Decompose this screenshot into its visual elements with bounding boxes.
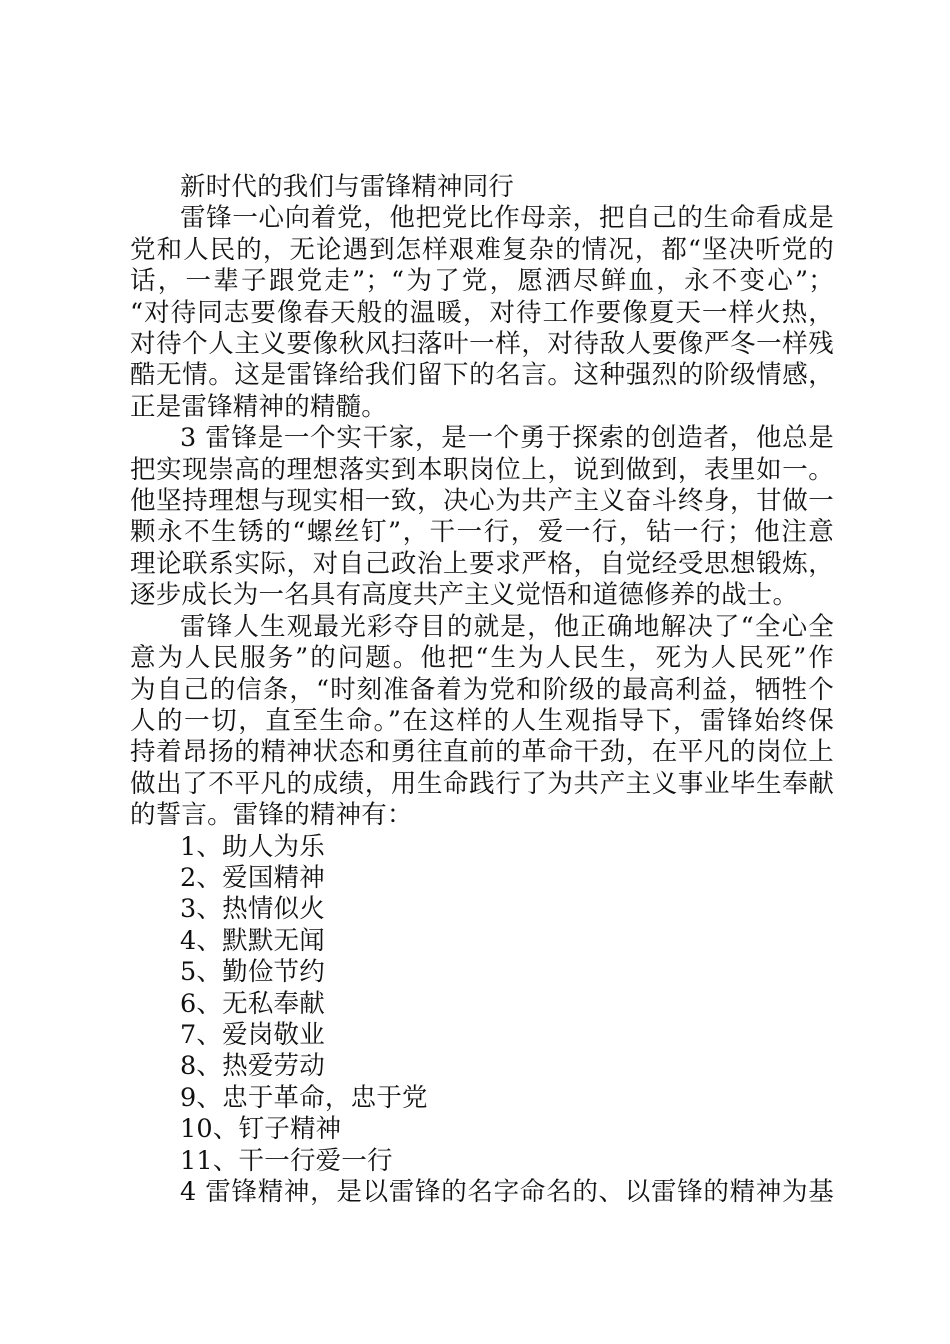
- paragraph-line: 的誓言。雷锋的精神有：: [130, 800, 413, 831]
- list-item: 6、无私奉献: [180, 988, 325, 1019]
- paragraph-line: 逐步成长为一名具有高度共产主义觉悟和道德修养的战士。: [130, 580, 799, 611]
- list-item: 5、勤俭节约: [180, 957, 325, 988]
- paragraph-line: 理论联系实际，对自己政治上要求严格，自觉经受思想锻炼，: [130, 548, 834, 579]
- list-item: 2、爱国精神: [180, 862, 325, 893]
- paragraph-line: 颗永不生锈的“螺丝钉”，干一行，爱一行，钻一行；他注意: [130, 517, 834, 548]
- document-body: [130, 172, 834, 1208]
- list-item: 1、助人为乐: [180, 831, 325, 862]
- list-item: 11、干一行爱一行: [180, 1145, 393, 1176]
- list-item: 8、热爱劳动: [180, 1051, 325, 1082]
- paragraph-line: 为自己的信条，“时刻准备着为党和阶级的最高利益，牺牲个: [130, 674, 834, 705]
- paragraph-line: 做出了不平凡的成绩，用生命践行了为共产主义事业毕生奉献: [130, 768, 834, 799]
- paragraph-line: 党和人民的，无论遇到怎样艰难复杂的情况，都“坚决听党的: [130, 234, 834, 265]
- paragraph-line: 话，一辈子跟党走”；“为了党，愿洒尽鲜血，永不变心”；: [130, 266, 834, 297]
- paragraph-line: 他坚持理想与现实相一致，决心为共产主义奋斗终身，甘做一: [130, 486, 834, 517]
- list-item: 3、热情似火: [180, 894, 325, 925]
- spirit-list: [130, 832, 834, 1177]
- paragraph-1: [130, 203, 834, 423]
- paragraph-3: [130, 612, 834, 832]
- list-item: 10、钉子精神: [180, 1114, 342, 1145]
- list-item: 7、爱岗敬业: [180, 1019, 325, 1050]
- paragraph-line: 把实现崇高的理想落实到本职岗位上，说到做到，表里如一。: [130, 454, 834, 485]
- paragraph-line: 酷无情。这是雷锋给我们留下的名言。这种强烈的阶级情感，: [130, 360, 834, 391]
- paragraph-line: “对待同志要像春天般的温暖，对待工作要像夏天一样火热，: [130, 297, 834, 328]
- paragraph-2: [130, 423, 834, 611]
- paragraph-line: 3 雷锋是一个实干家，是一个勇于探索的创造者，他总是: [180, 423, 834, 454]
- paragraph-line: 意为人民服务”的问题。他把“生为人民生，死为人民死”作: [130, 643, 834, 674]
- paragraph-line: 正是雷锋精神的精髓。: [130, 391, 388, 422]
- list-item: 4、默默无闻: [180, 925, 325, 956]
- paragraph-4-first-line: 4 雷锋精神，是以雷锋的名字命名的、以雷锋的精神为基: [180, 1177, 834, 1207]
- paragraph-line: 雷锋一心向着党，他把党比作母亲，把自己的生命看成是: [180, 203, 834, 234]
- paragraph-line: 对待个人主义要像秋风扫落叶一样，对待敌人要像严冬一样残: [130, 329, 834, 360]
- document-title: 新时代的我们与雷锋精神同行: [180, 172, 515, 202]
- paragraph-line: 持着昂扬的精神状态和勇往直前的革命干劲，在平凡的岗位上: [130, 737, 834, 768]
- paragraph-line: 雷锋人生观最光彩夺目的就是，他正确地解决了“全心全: [180, 611, 834, 642]
- list-item: 9、忠于革命，忠于党: [180, 1082, 428, 1113]
- paragraph-line: 人的一切，直至生命。”在这样的人生观指导下，雷锋始终保: [130, 705, 834, 736]
